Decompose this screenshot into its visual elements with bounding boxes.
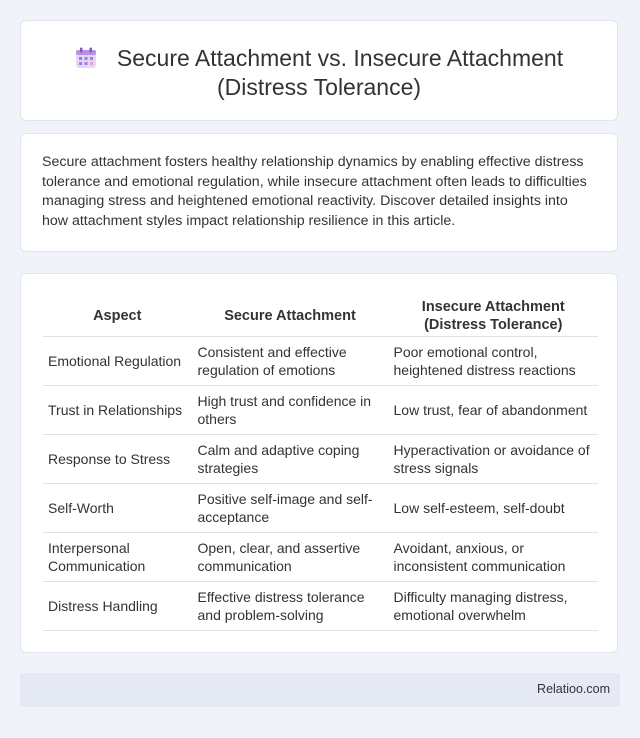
cell-secure: Effective distress tolerance and problem-solving: [192, 582, 388, 631]
header-aspect: Aspect: [43, 296, 192, 337]
footer-brand-link[interactable]: Relatioo.com: [537, 682, 610, 696]
title-card: [20, 20, 618, 121]
cell-aspect: Self-Worth: [43, 484, 192, 533]
comparison-card: [20, 273, 618, 653]
cell-secure: Positive self-image and self-acceptance: [192, 484, 388, 533]
table-header-row: [43, 296, 598, 337]
table-row: [43, 337, 598, 386]
cell-insecure: Hyperactivation or avoidance of stress signals: [388, 435, 598, 484]
intro-text: Secure attachment fosters healthy relationship dynamics by enabling effective distress tolerance and emotional regulation, while insecure attachment often leads to difficulties managing stress and heightened emotional reactivity. Discover detailed insights into how attachment styles impact relationship resilience in this article.: [42, 154, 587, 229]
cell-aspect: Distress Handling: [43, 582, 192, 631]
table-row: [43, 386, 598, 435]
cell-aspect: Interpersonal Communication: [43, 533, 192, 582]
cell-insecure: Low self-esteem, self-doubt: [388, 484, 598, 533]
table-row: [43, 484, 598, 533]
table-row: [43, 533, 598, 582]
intro-card: [20, 133, 618, 252]
header-insecure: Insecure Attachment (Distress Tolerance): [388, 296, 598, 337]
cell-aspect: Response to Stress: [43, 435, 192, 484]
cell-secure: High trust and confidence in others: [192, 386, 388, 435]
title-line-2: (Distress Tolerance): [216, 74, 422, 100]
cell-secure: Consistent and effective regulation of emotions: [192, 337, 388, 386]
cell-insecure: Low trust, fear of abandonment: [388, 386, 598, 435]
cell-insecure: Avoidant, anxious, or inconsistent communication: [388, 533, 598, 582]
cell-secure: Open, clear, and assertive communication: [192, 533, 388, 582]
page-title: [21, 44, 617, 102]
header-secure: Secure Attachment: [192, 296, 388, 337]
comparison-table: [43, 296, 598, 631]
footer: [20, 673, 620, 707]
cell-aspect: Emotional Regulation: [43, 337, 192, 386]
table-row: [43, 582, 598, 631]
cell-insecure: Poor emotional control, heightened distress reactions: [388, 337, 598, 386]
title-line-1: Secure Attachment vs. Insecure Attachment: [116, 45, 564, 71]
cell-secure: Calm and adaptive coping strategies: [192, 435, 388, 484]
cell-aspect: Trust in Relationships: [43, 386, 192, 435]
calendar-icon: [75, 47, 97, 69]
cell-insecure: Difficulty managing distress, emotional overwhelm: [388, 582, 598, 631]
table-row: [43, 435, 598, 484]
